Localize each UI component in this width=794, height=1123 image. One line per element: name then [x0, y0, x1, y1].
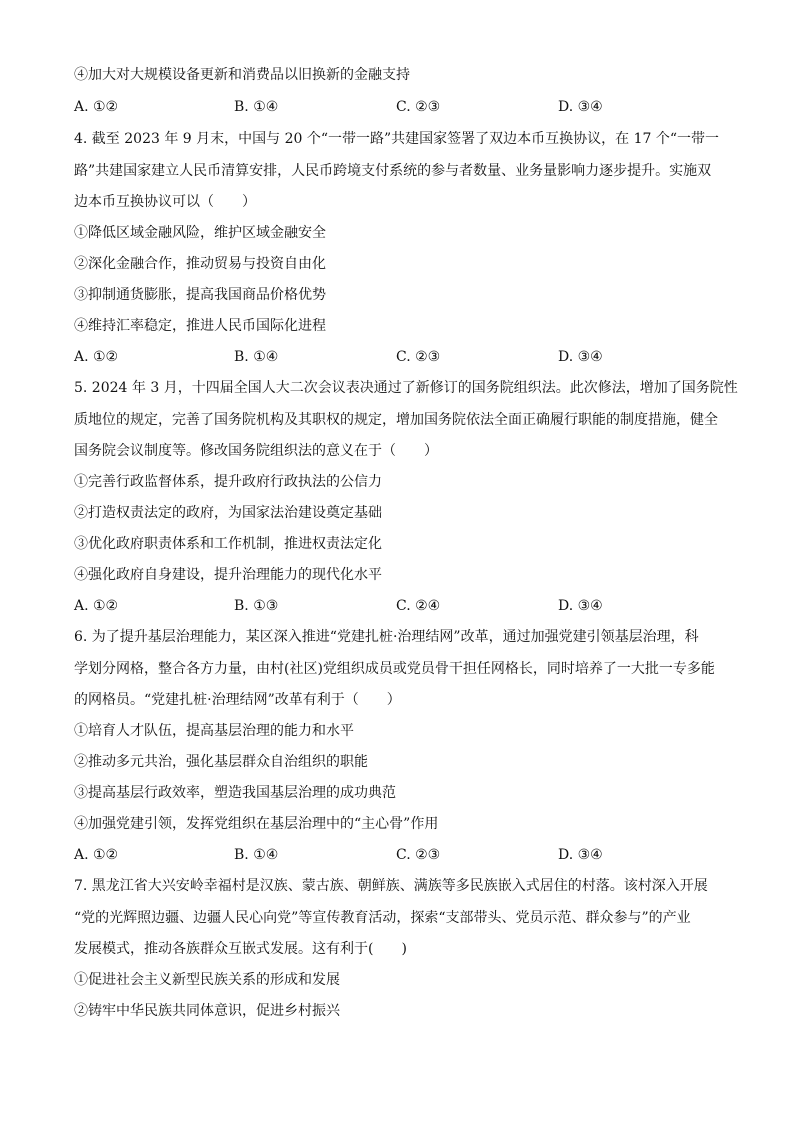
q4-item-4: ④维持汇率稳定，推进人民币国际化进程: [74, 318, 326, 334]
q4-options: [74, 347, 714, 367]
option-c: C. ②③: [396, 99, 441, 115]
option-c: C. ②③: [396, 847, 441, 863]
q5-item-1: ①完善行政监督体系，提升政府行政执法的公信力: [74, 474, 382, 490]
q6-item-4: ④加强党建引领，发挥党组织在基层治理中的“主心骨”作用: [74, 816, 439, 832]
option-c: C. ②③: [396, 349, 441, 365]
q7-item-2: ②铸牢中华民族共同体意识，促进乡村振兴: [74, 1003, 340, 1019]
q7-stem-line-3: 发展模式，推动各族群众互嵌式发展。这有利于( ): [74, 941, 407, 957]
option-a: A. ①②: [74, 349, 119, 365]
option-b: B. ①④: [234, 847, 279, 863]
option-c: C. ②④: [396, 598, 441, 614]
q5-stem-line-3: 国务院会议制度等。修改国务院组织法的意义在于（ ）: [74, 443, 438, 459]
q5-item-3: ③优化政府职责体系和工作机制，推进权责法定化: [74, 536, 382, 552]
option-a: A. ①②: [74, 99, 119, 115]
q4-item-3: ③抑制通货膨胀，提高我国商品价格优势: [74, 287, 326, 303]
q3-options: [74, 97, 714, 117]
q6-item-2: ②推动多元共治，强化基层群众自治组织的职能: [74, 754, 368, 770]
option-d: D. ③④: [558, 847, 603, 863]
q4-stem-line-1: 4. 截至 2023 年 9 月末，中国与 20 个“一带一路”共建国家签署了双边本币互换协议，在 17 个“一带一: [74, 131, 720, 147]
option-a: A. ①②: [74, 598, 119, 614]
option-b: B. ①③: [234, 598, 279, 614]
q6-item-3: ③提高基层行政效率，塑造我国基层治理的成功典范: [74, 785, 396, 801]
q6-options: [74, 845, 714, 865]
q5-options: [74, 596, 714, 616]
option-b: B. ①④: [234, 349, 279, 365]
q6-stem-line-1: 6. 为了提升基层治理能力，某区深入推进“党建扎桩·治理结网”改革，通过加强党建引领基层治理，科: [74, 629, 699, 645]
q7-stem-line-2: “党的光辉照边疆、边疆人民心向党”等宣传教育活动，探索“支部带头、党员示范、群众参与”的产业: [74, 910, 691, 926]
q4-stem-line-3: 边本币互换协议可以（ ）: [74, 194, 256, 210]
q5-item-2: ②打造权责法定的政府，为国家法治建设奠定基础: [74, 505, 382, 521]
q3-item-4: ④加大对大规模设备更新和消费品以旧换新的金融支持: [74, 67, 410, 83]
q6-stem-line-2: 学划分网格，整合各方力量，由村(社区)党组织成员或党员骨干担任网格长，同时培养了一大批一专多能: [74, 661, 715, 677]
q4-stem-line-2: 路”共建国家建立人民币清算安排，人民币跨境支付系统的参与者数量、业务量影响力逐步提升。实施双: [74, 163, 712, 179]
option-d: D. ③④: [558, 598, 603, 614]
q4-item-2: ②深化金融合作，推动贸易与投资自由化: [74, 256, 326, 272]
q5-stem-line-1: 5. 2024 年 3 月，十四届全国人大二次会议表决通过了新修订的国务院组织法。此次修法，增加了国务院性: [74, 380, 738, 396]
q5-item-4: ④强化政府自身建设，提升治理能力的现代化水平: [74, 567, 382, 583]
q7-stem-line-1: 7. 黑龙江省大兴安岭幸福村是汉族、蒙古族、朝鲜族、满族等多民族嵌入式居住的村落。该村深入开展: [74, 878, 708, 894]
q6-stem-line-3: 的网格员。“党建扎桩·治理结网”改革有利于（ ）: [74, 692, 401, 708]
q4-item-1: ①降低区域金融风险，维护区域金融安全: [74, 225, 326, 241]
option-d: D. ③④: [558, 349, 603, 365]
option-d: D. ③④: [558, 99, 603, 115]
q7-item-1: ①促进社会主义新型民族关系的形成和发展: [74, 972, 340, 988]
q6-item-1: ①培育人才队伍，提高基层治理的能力和水平: [74, 723, 354, 739]
option-b: B. ①④: [234, 99, 279, 115]
q5-stem-line-2: 质地位的规定，完善了国务院机构及其职权的规定，增加国务院依法全面正确履行职能的制度措施，健全: [74, 412, 718, 428]
option-a: A. ①②: [74, 847, 119, 863]
